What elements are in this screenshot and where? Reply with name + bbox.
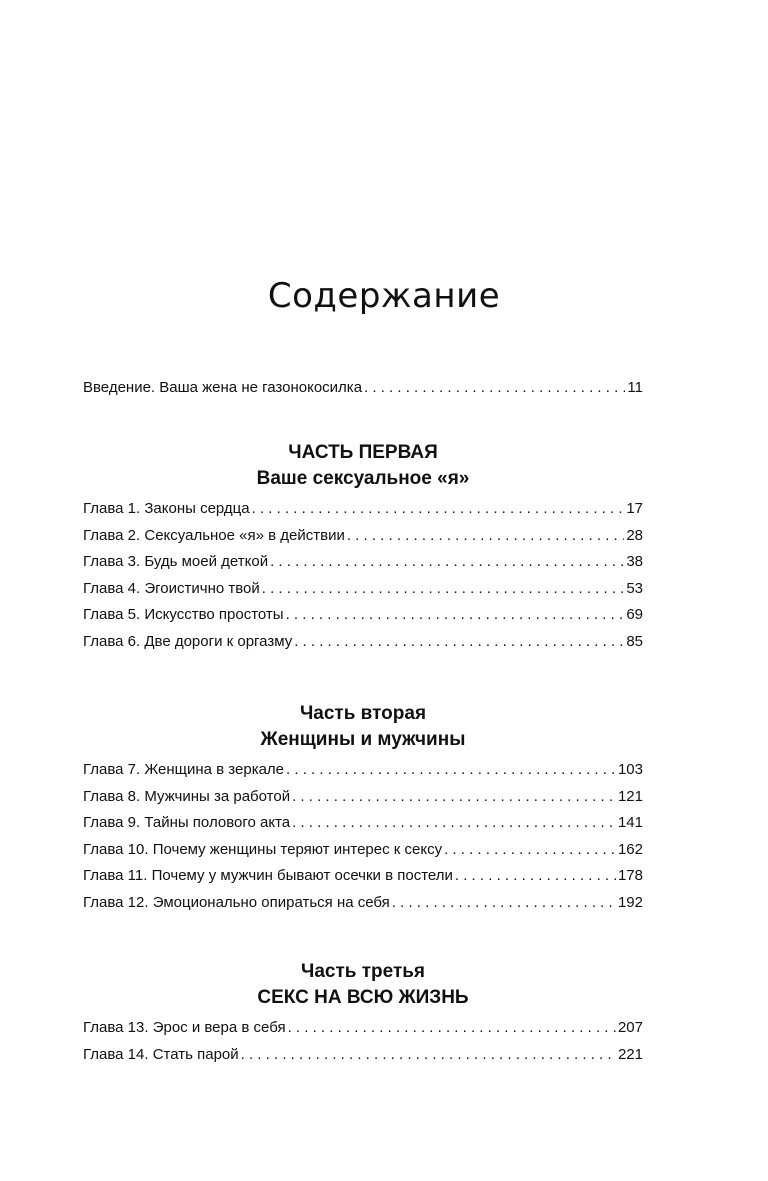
toc-entry-label: Глава 8. Мужчины за работой <box>83 787 291 805</box>
toc-entry-label: Глава 10. Почему женщины теряют интерес к сексу <box>83 840 443 858</box>
toc-entry[interactable] <box>83 602 643 629</box>
toc-entry-page: 69 <box>626 606 643 623</box>
toc-entry-page: 53 <box>626 579 643 597</box>
toc-entry-label: Введение. Ваша жена не газонокосилка <box>83 379 363 396</box>
toc-entry-page: 207 <box>617 1019 643 1036</box>
toc-entry-label: Глава 1. Законы сердца <box>83 500 250 517</box>
part-first <box>83 440 643 655</box>
dot-leader <box>241 1042 616 1069</box>
toc-entry-page: 178 <box>617 867 643 884</box>
toc-entry-page: 162 <box>617 840 643 858</box>
toc-entry[interactable] <box>83 784 643 811</box>
dot-leader <box>288 1015 616 1042</box>
dot-leader <box>270 549 624 576</box>
dot-leader <box>292 810 616 837</box>
part-second <box>83 701 643 916</box>
part-heading: Часть вторая <box>299 703 427 724</box>
toc-entry-label: Глава 14. Стать парой <box>83 1045 239 1063</box>
part-subtitle: Женщины и мужчины <box>260 729 466 750</box>
toc-entry-label: Глава 11. Почему у мужчин бывают осечки в постели <box>83 867 453 884</box>
toc-entry[interactable] <box>83 629 643 656</box>
toc-entry-page: 11 <box>627 379 643 396</box>
dot-leader <box>455 863 616 890</box>
chapter-list <box>83 496 643 655</box>
toc-entry-label: Глава 6. Две дороги к оргазму <box>83 632 293 650</box>
toc-entry-label: Глава 2. Сексуальное «я» в действии <box>83 526 345 544</box>
toc-entry-label: Глава 9. Тайны полового акта <box>83 814 291 831</box>
toc-intro <box>83 375 643 402</box>
dot-leader <box>294 629 624 656</box>
dot-leader <box>364 375 625 402</box>
toc-entry-page: 103 <box>617 761 643 778</box>
toc-entry-page: 38 <box>626 553 643 570</box>
toc-entry[interactable] <box>83 810 643 837</box>
toc-entry-page: 141 <box>617 814 643 831</box>
toc-entry-label: Глава 13. Эрос и вера в себя <box>83 1019 286 1036</box>
page-title: Содержание <box>267 276 501 316</box>
toc-entry[interactable] <box>83 496 643 523</box>
toc-entry[interactable] <box>83 523 643 550</box>
dot-leader <box>444 837 616 864</box>
dot-leader <box>252 496 625 523</box>
toc-entry-label: Глава 5. Искусство простоты <box>83 606 284 623</box>
toc-entry-page: 221 <box>617 1045 643 1063</box>
toc-entry[interactable] <box>83 837 643 864</box>
toc-entry-page: 17 <box>626 500 643 517</box>
chapter-list <box>83 1015 643 1068</box>
dot-leader <box>347 523 624 550</box>
dot-leader <box>292 784 616 811</box>
part-heading: ЧАСТЬ ПЕРВАЯ <box>288 442 438 463</box>
toc-entry[interactable] <box>83 375 643 402</box>
dot-leader <box>286 602 625 629</box>
part-heading: Часть третья <box>300 961 426 982</box>
toc-entry-page: 28 <box>626 526 643 544</box>
toc-entry[interactable] <box>83 1015 643 1042</box>
toc-entry[interactable] <box>83 576 643 603</box>
toc-entry-page: 121 <box>617 787 643 805</box>
dot-leader <box>262 576 625 603</box>
toc-entry-label: Глава 4. Эгоистично твой <box>83 579 260 597</box>
toc-entry[interactable] <box>83 549 643 576</box>
toc-entry[interactable] <box>83 863 643 890</box>
toc-entry[interactable] <box>83 890 643 917</box>
toc-entry-label: Глава 12. Эмоционально опираться на себя <box>83 893 390 911</box>
part-subtitle: Ваше сексуальное «я» <box>256 468 470 489</box>
toc-entry[interactable] <box>83 1042 643 1069</box>
toc-entry-page: 85 <box>626 632 643 650</box>
toc-entry-page: 192 <box>617 893 643 911</box>
chapter-list <box>83 757 643 916</box>
dot-leader <box>286 757 616 784</box>
toc-entry[interactable] <box>83 757 643 784</box>
part-subtitle: СЕКС НА ВСЮ ЖИЗНЬ <box>257 987 469 1008</box>
toc-entry-label: Глава 7. Женщина в зеркале <box>83 761 285 778</box>
toc-entry-label: Глава 3. Будь моей деткой <box>83 553 269 570</box>
dot-leader <box>392 890 616 917</box>
part-third <box>83 959 643 1068</box>
